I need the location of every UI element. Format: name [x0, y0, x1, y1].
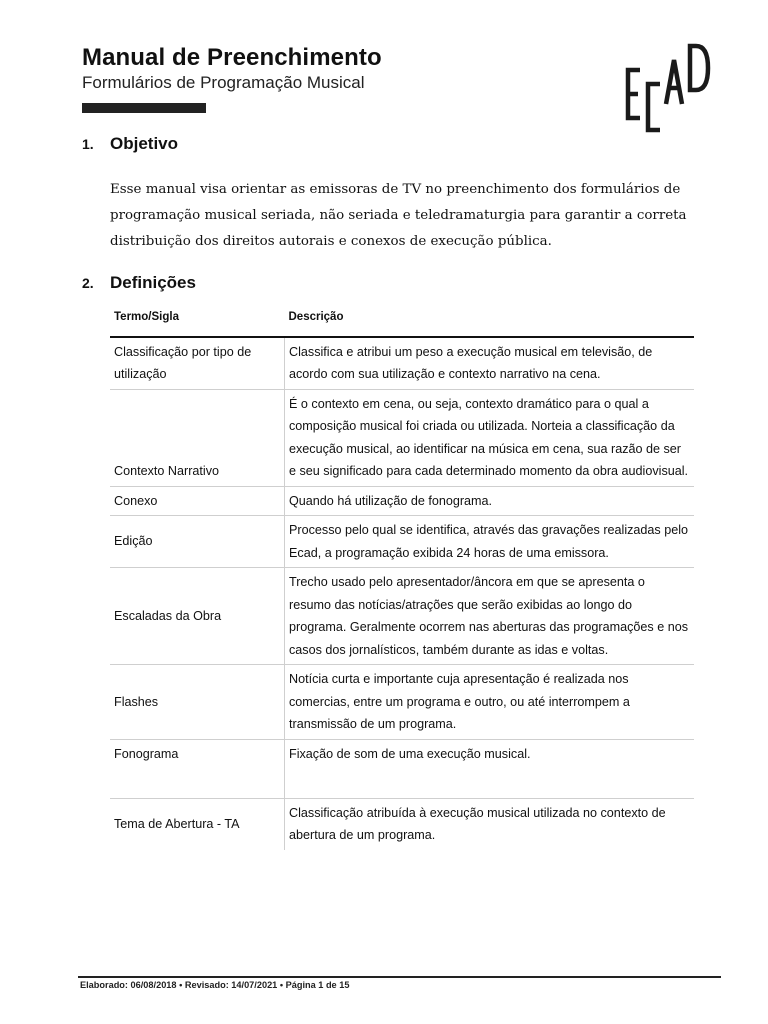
description-cell: Processo pelo qual se identifica, através das gravações realizadas pelo Ecad, a programação exibida 24 horas de uma emissora. — [285, 516, 695, 568]
definitions-table — [110, 306, 694, 850]
footer-divider — [78, 976, 721, 978]
table-row — [110, 665, 694, 740]
section-number: 1. — [82, 136, 94, 152]
description-cell: Classificação atribuída à execução musical utilizada no contexto de abertura de um programa. — [289, 805, 666, 842]
page-footer: Elaborado: 06/08/2018 • Revisado: 14/07/2021 • Página 1 de 15 — [80, 980, 350, 990]
table-row — [110, 486, 694, 516]
table-row — [110, 739, 694, 798]
section-heading-objetivo — [82, 134, 178, 154]
term-cell: Escaladas da Obra — [110, 568, 285, 665]
table-row — [110, 568, 694, 665]
term-cell: Classificação por tipo de utilização — [110, 337, 285, 390]
section-title: Definições — [110, 273, 196, 292]
term-cell: Edição — [110, 516, 285, 568]
section-title: Objetivo — [110, 134, 179, 153]
table-row — [110, 516, 694, 568]
logo-letter-c — [648, 84, 660, 130]
document-subtitle: Formulários de Programação Musical — [82, 73, 365, 92]
column-header-description: Descrição — [285, 306, 695, 337]
term-cell: Fonograma — [110, 739, 285, 798]
logo-letter-d — [690, 46, 708, 90]
objective-paragraph: Esse manual visa orientar as emissoras de TV no preenchimento dos formulários de programação musical seriada, não seriada e teledramaturgia para garantir a correta distribuição dos direitos autorais e conexos de execução pública. — [110, 182, 687, 249]
ecad-logo — [622, 40, 714, 136]
description-cell: Quando há utilização de fonograma. — [285, 486, 695, 516]
term-cell: Tema de Abertura - TA — [110, 798, 285, 850]
table-row — [110, 798, 694, 850]
table-row — [110, 389, 694, 486]
section-heading-definicoes — [82, 273, 196, 293]
title-underline-bar — [82, 103, 206, 113]
description-cell: Trecho usado pelo apresentador/âncora em que se apresenta o resumo das notícias/atrações que serão exibidas ao longo do programa. Geralmente ocorrem nas aberturas das programações e nos casos dos jornalísticos, também durante as idas e voltas. — [285, 568, 695, 665]
logo-letter-e — [628, 70, 640, 118]
description-cell: Notícia curta e importante cuja apresentação é realizada nos comercias, entre um programa e outro, ou até interrompem a transmissão de um programa. — [285, 665, 695, 740]
logo-letter-a — [666, 60, 682, 104]
term-cell: Flashes — [110, 665, 285, 740]
section-number: 2. — [82, 275, 94, 291]
description-cell: Classifica e atribui um peso a execução musical em televisão, de acordo com sua utilização e contexto narrativo na cena. — [285, 337, 695, 390]
description-cell: É o contexto em cena, ou seja, contexto dramático para o qual a composição musical foi criada ou utilizada. Norteia a classificação da execução musical, ao identificar na música em cena, sua razão de ser e seu significado para cada determinado momento da obra audiovisual. — [285, 389, 695, 486]
description-cell: Fixação de som de uma execução musical. — [285, 739, 695, 798]
term-cell: Conexo — [110, 486, 285, 516]
document-title: Manual de Preenchimento — [82, 44, 382, 71]
column-header-term: Termo/Sigla — [110, 306, 285, 337]
term-cell: Contexto Narrativo — [110, 389, 285, 486]
table-row — [110, 337, 694, 390]
table-header-row — [110, 306, 694, 337]
